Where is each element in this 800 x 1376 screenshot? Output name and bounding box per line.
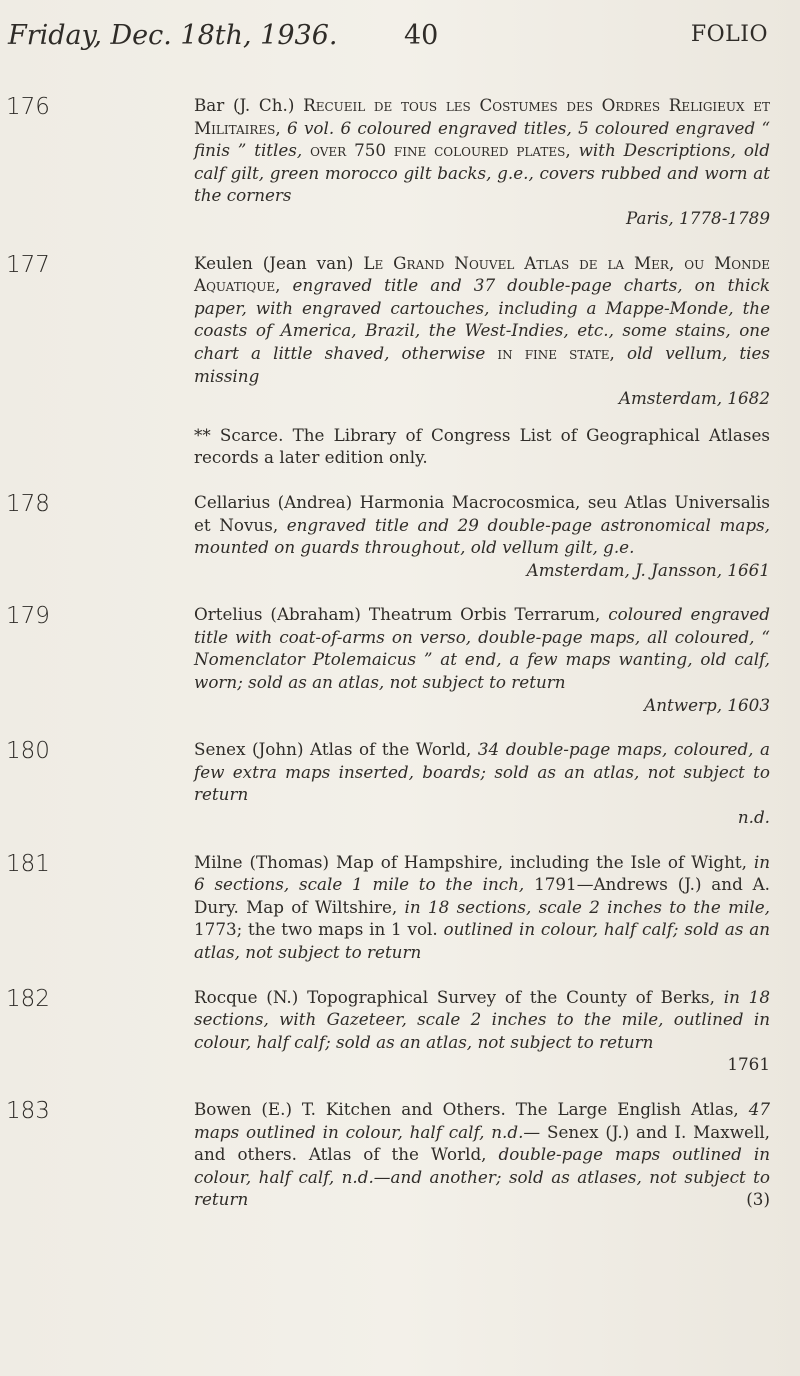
lot-author: Keulen (Jean van) [194,252,354,273]
lot-details-2: double-page maps outlined in colour, half calf, n.d.—and another; sold as atlases, not subject to return [194,1144,771,1210]
lot-title: Topographical Survey of the County of Berks, [307,986,715,1007]
lot-imprint: Paris, 1778-1789 [625,207,770,228]
lot-imprint: Antwerp, 1603 [644,694,770,715]
lot-note: ** Scarce. The Library of Congress List of Geographical Atlases records a later edition only. [194,424,770,468]
lot-author: Rocque (N.) [194,986,299,1007]
lot-number: 182 [6,985,50,1012]
lot-title: Map of Hampshire, including the Isle of Wight, [335,851,747,872]
lot-number: 179 [6,603,50,630]
lot-details: coloured engraved title with coat-of-arms on verso, double-page maps, all coloured, “ Nomenclator Ptolemaicus ” at end, a few maps wanting, old calf, worn; sold as an atlas, not subject to return [194,604,771,693]
lot-count: (3) [746,1189,770,1210]
lot-details: engraved title and 29 double-page astronomical maps, mounted on guards throughout, old vellum gilt, g.e. [194,514,770,558]
lot-description [194,986,770,1076]
page-number: 40 [404,20,439,51]
lot-description [194,603,770,716]
lot-details: 34 double-page maps, coloured, a few extra maps inserted, boards; sold as an atlas, not subject to return [194,739,771,805]
page-header [8,20,768,60]
lot-title: Harmonia Macrocosmica, seu Atlas Universalis et Novus, [194,491,770,535]
lot-details: 6 vol. 6 coloured engraved titles, 5 coloured engraved “ finis ” titles, [194,117,771,161]
lot-number: 181 [6,850,50,877]
lot-details: in 18 sections, with Gazeteer, scale 2 inches to the mile, outlined in colour, half calf; sold as an atlas, not subject to return [194,986,770,1052]
lot-author: Bowen (E.) T. Kitchen and Others. [194,1098,506,1119]
lot-description [194,94,770,230]
lot-imprint: n.d. [737,807,770,828]
lot-imprint: 1761 [727,1054,770,1075]
lot-number: 178 [6,490,50,517]
lot-details: in 6 sections, scale 1 mile to the inch, [194,851,770,895]
lot-imprint: Amsterdam, 1682 [618,388,770,409]
lot-details: engraved title and 37 double-page charts, on thick paper, with engraved cartouches, including a Mappe-Monde, the coasts of America, Brazil, the West-Indies, etc., some stains, one chart a little shaved, otherwise [194,275,770,363]
lot-author: Milne (Thomas) [194,851,330,872]
lot-title: Theatrum Orbis Terrarum, [368,604,601,625]
lot-details-2: in 18 sections, scale 2 inches to the mile, [404,896,770,917]
section-label: FOLIO [690,22,768,47]
lot-description [194,738,770,828]
lot-title: Le Grand Nouvel Atlas de la Mer, ou Monde Aquatique, [194,252,770,296]
lot-title: The Large English Atlas, [515,1098,739,1119]
sale-date: Friday, Dec. 18th, 1936. [8,20,338,51]
lot-number: 180 [6,738,50,765]
lot-condition: with Descriptions, old calf gilt, green morocco gilt backs, g.e., covers rubbed and worn at the corners [194,140,770,206]
lot-author: Cellarius (Andrea) [194,491,353,512]
lot-number: 176 [6,94,50,120]
lot-title-3: 1773; the two maps in 1 vol. [194,919,438,940]
lot-highlight: in fine state, [497,342,615,363]
lot-condition: old vellum, ties missing [194,342,770,386]
lot-title: Atlas of the World, [310,739,472,760]
lot-title-2: Senex (J.) and I. Maxwell, and others. Atlas of the World, [194,1121,771,1165]
lot-author: Senex (John) [194,739,304,760]
lot-condition: outlined in colour, half calf; sold as an atlas, not subject to return [194,919,770,962]
lot-description [194,851,770,964]
lot-title: Recueil de tous les Costumes des Ordres Religieux et Militaires, [194,95,771,138]
lot-author: Bar (J. Ch.) [194,95,295,115]
lot-description [194,1098,770,1211]
lot-highlight: over 750 fine coloured plates, [310,140,571,161]
lot-author: Ortelius (Abraham) [194,604,361,625]
lot-description [194,491,770,581]
lot-number: 177 [6,251,50,278]
lot-description [194,252,770,469]
lot-details: 47 maps outlined in colour, half calf, n.d.— [194,1098,771,1142]
lot-number: 183 [6,1097,50,1124]
lot-imprint: Amsterdam, J. Jansson, 1661 [526,559,770,580]
lot-title-2: 1791—Andrews (J.) and A. Dury. Map of Wiltshire, [194,874,770,917]
